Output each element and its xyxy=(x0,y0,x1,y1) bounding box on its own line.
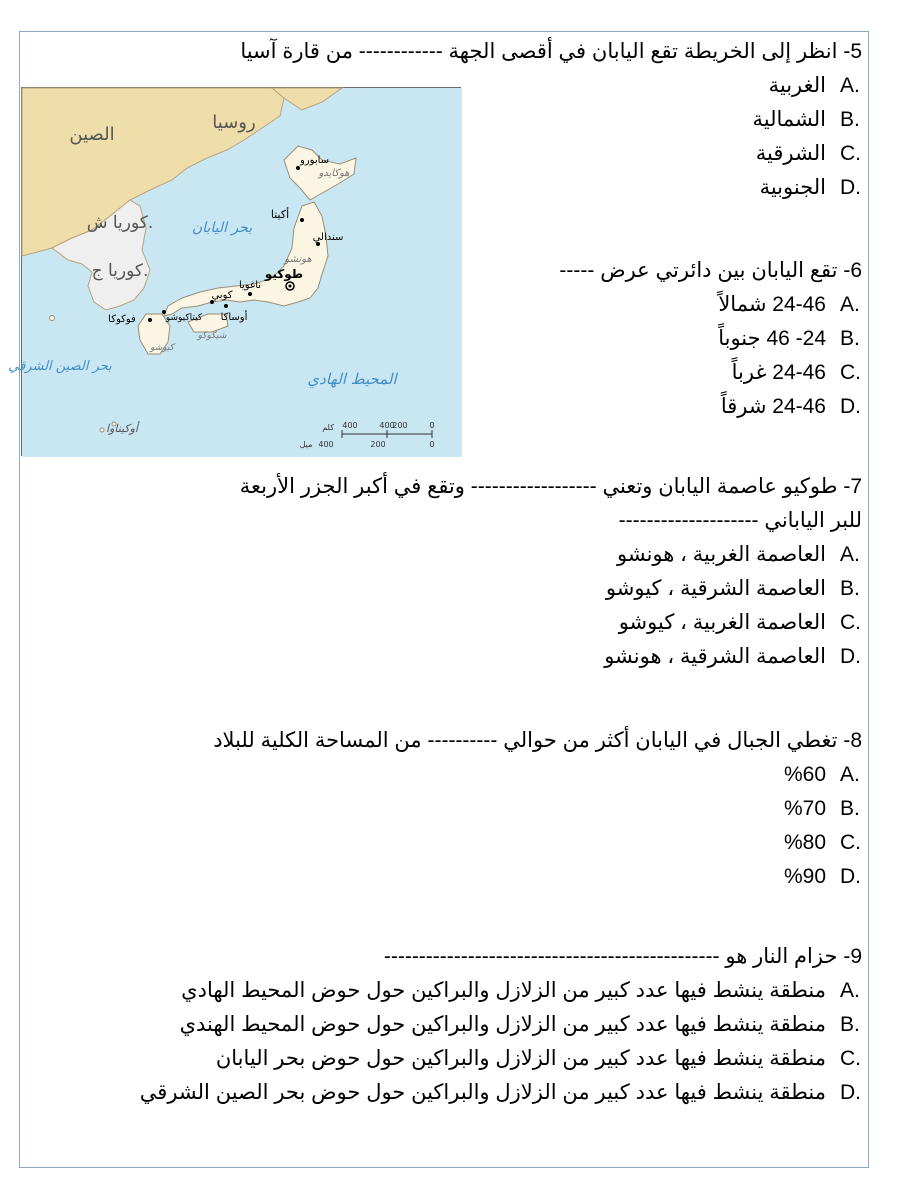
question-stem xyxy=(42,724,862,758)
option-d[interactable] xyxy=(42,171,862,205)
map-label-pacific: المحيط الهادي xyxy=(307,370,397,388)
option-text: منطقة ينشط فيها عدد كبير من الزلازل والبراكين حول حوض بحر اليابان xyxy=(215,1047,826,1070)
option-letter: D. xyxy=(840,395,861,418)
map-scale-km-tick: 400 xyxy=(379,421,395,430)
option-letter: C. xyxy=(840,611,861,634)
question-number: 8- xyxy=(843,729,862,752)
map-city-dot xyxy=(300,218,304,222)
map-label-okinawa: أوكيناوا xyxy=(106,422,138,435)
option-a[interactable] xyxy=(32,974,862,1008)
option-letter: D. xyxy=(840,1081,861,1104)
option-text: 24- 46 جنوباً xyxy=(718,327,826,350)
question-9 xyxy=(32,940,862,1110)
question-text: طوكيو عاصمة اليابان وتعني ------------------ وتقع في أكبر الجزر الأربعة xyxy=(239,475,838,498)
map-label-kyushu: كيوشو xyxy=(150,343,174,353)
option-c[interactable] xyxy=(42,606,862,640)
option-b[interactable] xyxy=(32,1008,862,1042)
question-number: 9- xyxy=(843,945,862,968)
question-text: تغطي الجبال في اليابان أكثر من حوالي ---------- من المساحة الكلية للبلاد xyxy=(213,729,838,752)
option-a[interactable] xyxy=(462,288,862,322)
option-text: %90 xyxy=(783,865,826,888)
option-letter: A. xyxy=(840,763,860,786)
question-stem xyxy=(32,940,862,974)
map-city-dot xyxy=(148,318,152,322)
question-text: حزام النار هو ------------------------------------------------ xyxy=(383,945,838,968)
map-label-east-china-sea: بحر الصين الشرقي xyxy=(8,359,112,374)
map-label-fukuoka: فوكوكا xyxy=(108,314,136,325)
question-6 xyxy=(462,254,862,424)
option-letter: A. xyxy=(840,293,860,316)
map-label-tokyo: طوكيو xyxy=(264,267,304,281)
map-label-honshu: هونشو xyxy=(284,254,312,265)
map-label-sea-of-japan: بحر اليابان xyxy=(191,220,253,236)
map-label-akita: أكيتا xyxy=(270,208,290,221)
option-text: الغربية xyxy=(768,74,826,97)
question-number: 7- xyxy=(843,475,862,498)
question-stem xyxy=(462,254,862,288)
option-letter: A. xyxy=(840,979,860,1002)
option-letter: A. xyxy=(840,74,860,97)
option-text: منطقة ينشط فيها عدد كبير من الزلازل والبراكين حول حوض بحر الصين الشرقي xyxy=(139,1081,826,1104)
option-text: الشمالية xyxy=(752,108,826,131)
map-scale-km-label: كلم xyxy=(322,423,334,432)
option-d[interactable] xyxy=(42,640,862,674)
option-text: %70 xyxy=(783,797,826,820)
option-letter: D. xyxy=(840,865,861,888)
option-text: العاصمة الغربية ، كيوشو xyxy=(618,611,826,634)
option-c[interactable] xyxy=(42,826,862,860)
option-c[interactable] xyxy=(42,137,862,171)
option-c[interactable] xyxy=(32,1042,862,1076)
option-b[interactable] xyxy=(42,572,862,606)
map-scale-km-tick: 400 xyxy=(342,421,358,430)
option-text: العاصمة الغربية ، هونشو xyxy=(616,543,826,566)
option-d[interactable] xyxy=(32,1076,862,1110)
option-text: الجنوبية xyxy=(759,176,826,199)
option-text: الشرقية xyxy=(755,142,826,165)
option-letter: B. xyxy=(840,797,860,820)
option-text: 24-46 شمالاً xyxy=(718,293,826,316)
map-label-kobe: كوبي xyxy=(211,290,233,301)
question-stem xyxy=(42,35,862,69)
question-5 xyxy=(42,35,862,205)
question-number: 6- xyxy=(843,259,862,282)
option-a[interactable] xyxy=(42,758,862,792)
map-island xyxy=(100,428,104,432)
option-b[interactable] xyxy=(42,103,862,137)
option-text: منطقة ينشط فيها عدد كبير من الزلازل والبراكين حول حوض المحيط الهندي xyxy=(179,1013,826,1036)
option-d[interactable] xyxy=(462,390,862,424)
option-c[interactable] xyxy=(462,356,862,390)
map-label-south-korea: كوريا ج. xyxy=(91,261,149,281)
map-scale-km-tick: 200 xyxy=(392,421,408,430)
option-d[interactable] xyxy=(42,860,862,894)
option-text: منطقة ينشط فيها عدد كبير من الزلازل والبراكين حول حوض المحيط الهادي xyxy=(181,979,826,1002)
option-letter: B. xyxy=(840,108,860,131)
map-label-kitakyushu: كيتاكيوشو xyxy=(165,313,203,323)
option-letter: B. xyxy=(840,577,860,600)
map-city-dot xyxy=(248,292,252,296)
map-city-dot xyxy=(224,304,228,308)
map-scale-mile-tick: 200 xyxy=(370,440,386,449)
map-scale-mile-label: ميل xyxy=(299,440,313,449)
map-label-russia: روسيا xyxy=(212,112,256,133)
option-letter: C. xyxy=(840,831,861,854)
question-stem xyxy=(42,470,862,504)
question-8 xyxy=(42,724,862,894)
map-label-hokkaido: هوكايدو xyxy=(318,168,350,179)
option-letter: C. xyxy=(840,361,861,384)
map-scale-mile-tick: 0 xyxy=(429,440,435,449)
option-a[interactable] xyxy=(42,69,862,103)
question-stem-line2: للبر الياباني -------------------- xyxy=(618,509,862,532)
map-label-china: الصين xyxy=(69,124,115,145)
map-scale-mile-tick: 400 xyxy=(318,440,334,449)
option-text: 24-46 شرقاً xyxy=(720,395,826,418)
option-b[interactable] xyxy=(42,792,862,826)
option-text: العاصمة الشرقية ، كيوشو xyxy=(605,577,826,600)
map-label-north-korea: كوريا ش. xyxy=(86,213,154,233)
option-letter: A. xyxy=(840,543,860,566)
option-letter: B. xyxy=(840,1013,860,1036)
option-text: %60 xyxy=(783,763,826,786)
map-label-sendai: سندالي xyxy=(312,232,344,243)
option-letter: D. xyxy=(840,645,861,668)
option-text: العاصمة الشرقية ، هونشو xyxy=(604,645,826,668)
map-island xyxy=(50,316,55,321)
option-a[interactable] xyxy=(42,538,862,572)
option-letter: C. xyxy=(840,1047,861,1070)
option-text: 24-46 غرباً xyxy=(731,361,826,384)
option-b[interactable] xyxy=(462,322,862,356)
option-letter: B. xyxy=(840,327,860,350)
option-text: %80 xyxy=(783,831,826,854)
map-label-shikoku: شيكوكو xyxy=(197,331,227,341)
option-letter: C. xyxy=(840,142,861,165)
question-7 xyxy=(42,470,862,674)
map-label-sapporo: سابورو xyxy=(300,155,330,166)
map-capital-dot xyxy=(289,285,292,288)
option-letter: D. xyxy=(840,176,861,199)
map-scale-km-tick: 0 xyxy=(429,421,435,430)
question-text: انظر إلى الخريطة تقع اليابان في أقصى الجهة ------------ من قارة آسيا xyxy=(240,40,838,63)
map-label-osaka: أوساكا xyxy=(220,312,248,323)
question-text: تقع اليابان بين دائرتي عرض ----- xyxy=(559,259,838,282)
question-number: 5- xyxy=(843,40,862,63)
map-label-nagoya: ناغويا xyxy=(238,280,262,291)
